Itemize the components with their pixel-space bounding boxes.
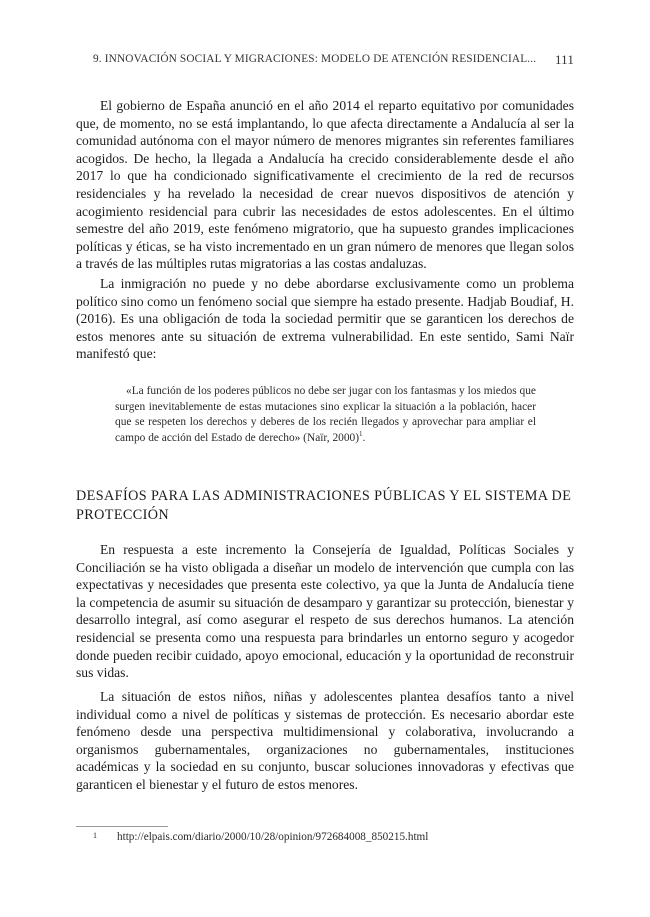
footnote-divider [76,826,168,827]
footnote-reference[interactable]: 1 [359,429,363,438]
paragraph-2-block [76,275,574,363]
quote-text: «La función de los poderes públicos no debe ser jugar con los fantasmas y los miedos que surgen inevitablemente de estas mutaciones sino explicar la situación a la población, hacer que se respeten los derechos y deberes de los recién llegados y aprovechar para ampliar el campo de acción del Estado de derecho» (Naïr, 2000) [115,385,536,444]
running-title: 9. INNOVACIÓN SOCIAL Y MIGRACIONES: MODELO DE ATENCIÓN RESIDENCIAL... [93,53,537,65]
section-paragraph-2-block [76,688,574,794]
section-heading: DESAFÍOS PARA LAS ADMINISTRACIONES PÚBLICAS Y EL SISTEMA DE PROTECCIÓN [76,488,572,523]
body-paragraph: El gobierno de España anunció en el año 2014 el reparto equitativo por comunidades que, de momento, no se está implantando, lo que afecta directamente a Andalucía al ser la comunidad autónoma con el mayor número de menores migrantes sin referentes familiares acogidos. De hecho, la llegada a Andalucía ha crecido considerablemente desde el año 2017 lo que ha condicionado significativamente el crecimiento de la red de recursos residenciales y ha revelado la necesidad de crear nuevos dispositivos de atención y acogimiento residencial para cubrir las necesidades de estos adolescentes. En el último semestre del año 2019, este fenómeno migratorio, que ha supuesto grandes implicaciones políticas y éticas, se ha visto incrementado en un gran número de menores que llegan solos a través de las múltiples rutas migratorias a las costas andaluzas. [76,98,574,272]
section-paragraph-1-block [76,541,574,682]
block-quote [115,384,536,446]
body-paragraph: La inmigración no puede y no debe abordarse exclusivamente como un problema político sino como un fenómeno social que siempre ha estado presente. Hadjab Boudiaf, H. (2016). Es una obligación de toda la sociedad permitir que se garanticen los derechos de estos menores ante su situación de extrema vulnerabilidad. En este sentido, Sami Naïr manifestó que: [76,276,574,362]
page-number: 111 [555,52,574,67]
footnote-link[interactable]: http://elpais.com/diario/2000/10/28/opinion/972684008_850215.html [117,831,429,843]
quote-trailing: . [362,431,366,444]
body-paragraph: En respuesta a este incremento la Consejería de Igualdad, Políticas Sociales y Conciliación se ha visto obligada a diseñar un modelo de intervención que cumpla con las expectativas y necesidades que presenta este colectivo, ya que la Junta de Andalucía tiene la competencia de asumir su situación de desamparo y garantizar su protección, bienestar y desarrollo integral, así como asegurar el respeto de sus derechos humanos. La atención residencial se presenta como una respuesta para brindarles un entorno seguro y acogedor donde pueden recibir cuidado, apoyo emocional, educación y la oportunidad de reconstruir sus vidas. [76,542,574,681]
body-paragraph: La situación de estos niños, niñas y adolescentes plantea desafíos tanto a nivel individual como a nivel de políticas y sistemas de protección. Es necesario abordar este fenómeno desde una perspectiva multidimensional y colaborativa, involucrando a organismos gubernamentales, organizaciones no gubernamentales, instituciones académicas y la sociedad en su conjunto, buscar soluciones innovadoras y efectivas que garanticen el bienestar y el futuro de estos menores. [76,689,574,792]
paragraph-1-block [76,97,574,273]
footnote-number: 1 [93,831,97,840]
